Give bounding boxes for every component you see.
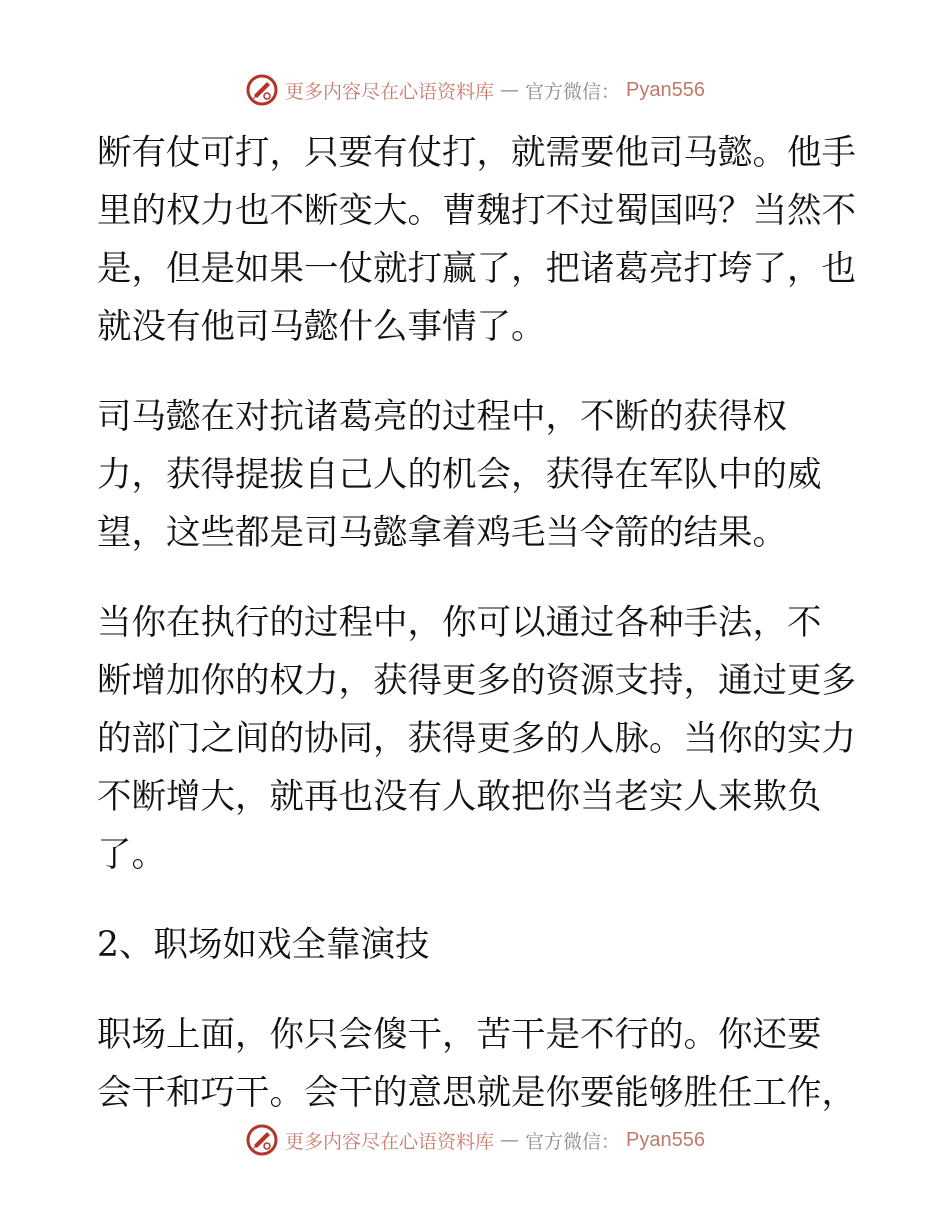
section-heading: 2、职场如戏全靠演技 (97, 925, 430, 965)
brand-logo-icon (245, 1123, 279, 1157)
paragraph-line: 里的权力也不断变大。曹魏打不过蜀国吗？当然不 (97, 191, 856, 231)
paragraph-line: 是，但是如果一仗就打赢了，把诸葛亮打垮了，也 (97, 249, 856, 289)
paragraph-line: 望，这些都是司马懿拿着鸡毛当令箭的结果。 (97, 513, 787, 553)
footer-banner (0, 1122, 950, 1158)
header-wechat-label: 官方微信： (525, 80, 621, 103)
header-dash: — (500, 79, 520, 101)
header-promo-text: 更多内容尽在心语资料库 (285, 80, 495, 103)
paragraph-line: 职场上面，你只会傻干，苦干是不行的。你还要 (97, 1015, 822, 1055)
footer-wechat-label: 官方微信： (525, 1130, 621, 1153)
header-banner (0, 72, 950, 108)
paragraph-line: 就没有他司马懿什么事情了。 (97, 307, 546, 347)
paragraph-line: 司马懿在对抗诸葛亮的过程中，不断的获得权 (97, 397, 787, 437)
brand-logo-icon (245, 73, 279, 107)
paragraph-line: 力，获得提拔自己人的机会，获得在军队中的威 (97, 455, 822, 495)
paragraph-line: 的部门之间的协同，获得更多的人脉。当你的实力 (97, 719, 856, 759)
paragraph-line: 断有仗可打，只要有仗打，就需要他司马懿。他手 (97, 133, 856, 173)
body-text (97, 124, 857, 1122)
paragraph-line: 不断增大，就再也没有人敢把你当老实人来欺负 (97, 777, 822, 817)
header-wechat-account: Pyan556 (626, 78, 705, 101)
footer-dash: — (500, 1129, 520, 1151)
footer-promo-text: 更多内容尽在心语资料库 (285, 1130, 495, 1153)
paragraph-line: 会干和巧干。会干的意思就是你要能够胜任工作， (97, 1073, 856, 1113)
footer-wechat-account: Pyan556 (626, 1128, 705, 1151)
paragraph-line: 当你在执行的过程中，你可以通过各种手法，不 (97, 603, 822, 643)
paragraph-line: 断增加你的权力，获得更多的资源支持，通过更多 (97, 661, 856, 701)
paragraph-line: 了。 (97, 835, 166, 875)
